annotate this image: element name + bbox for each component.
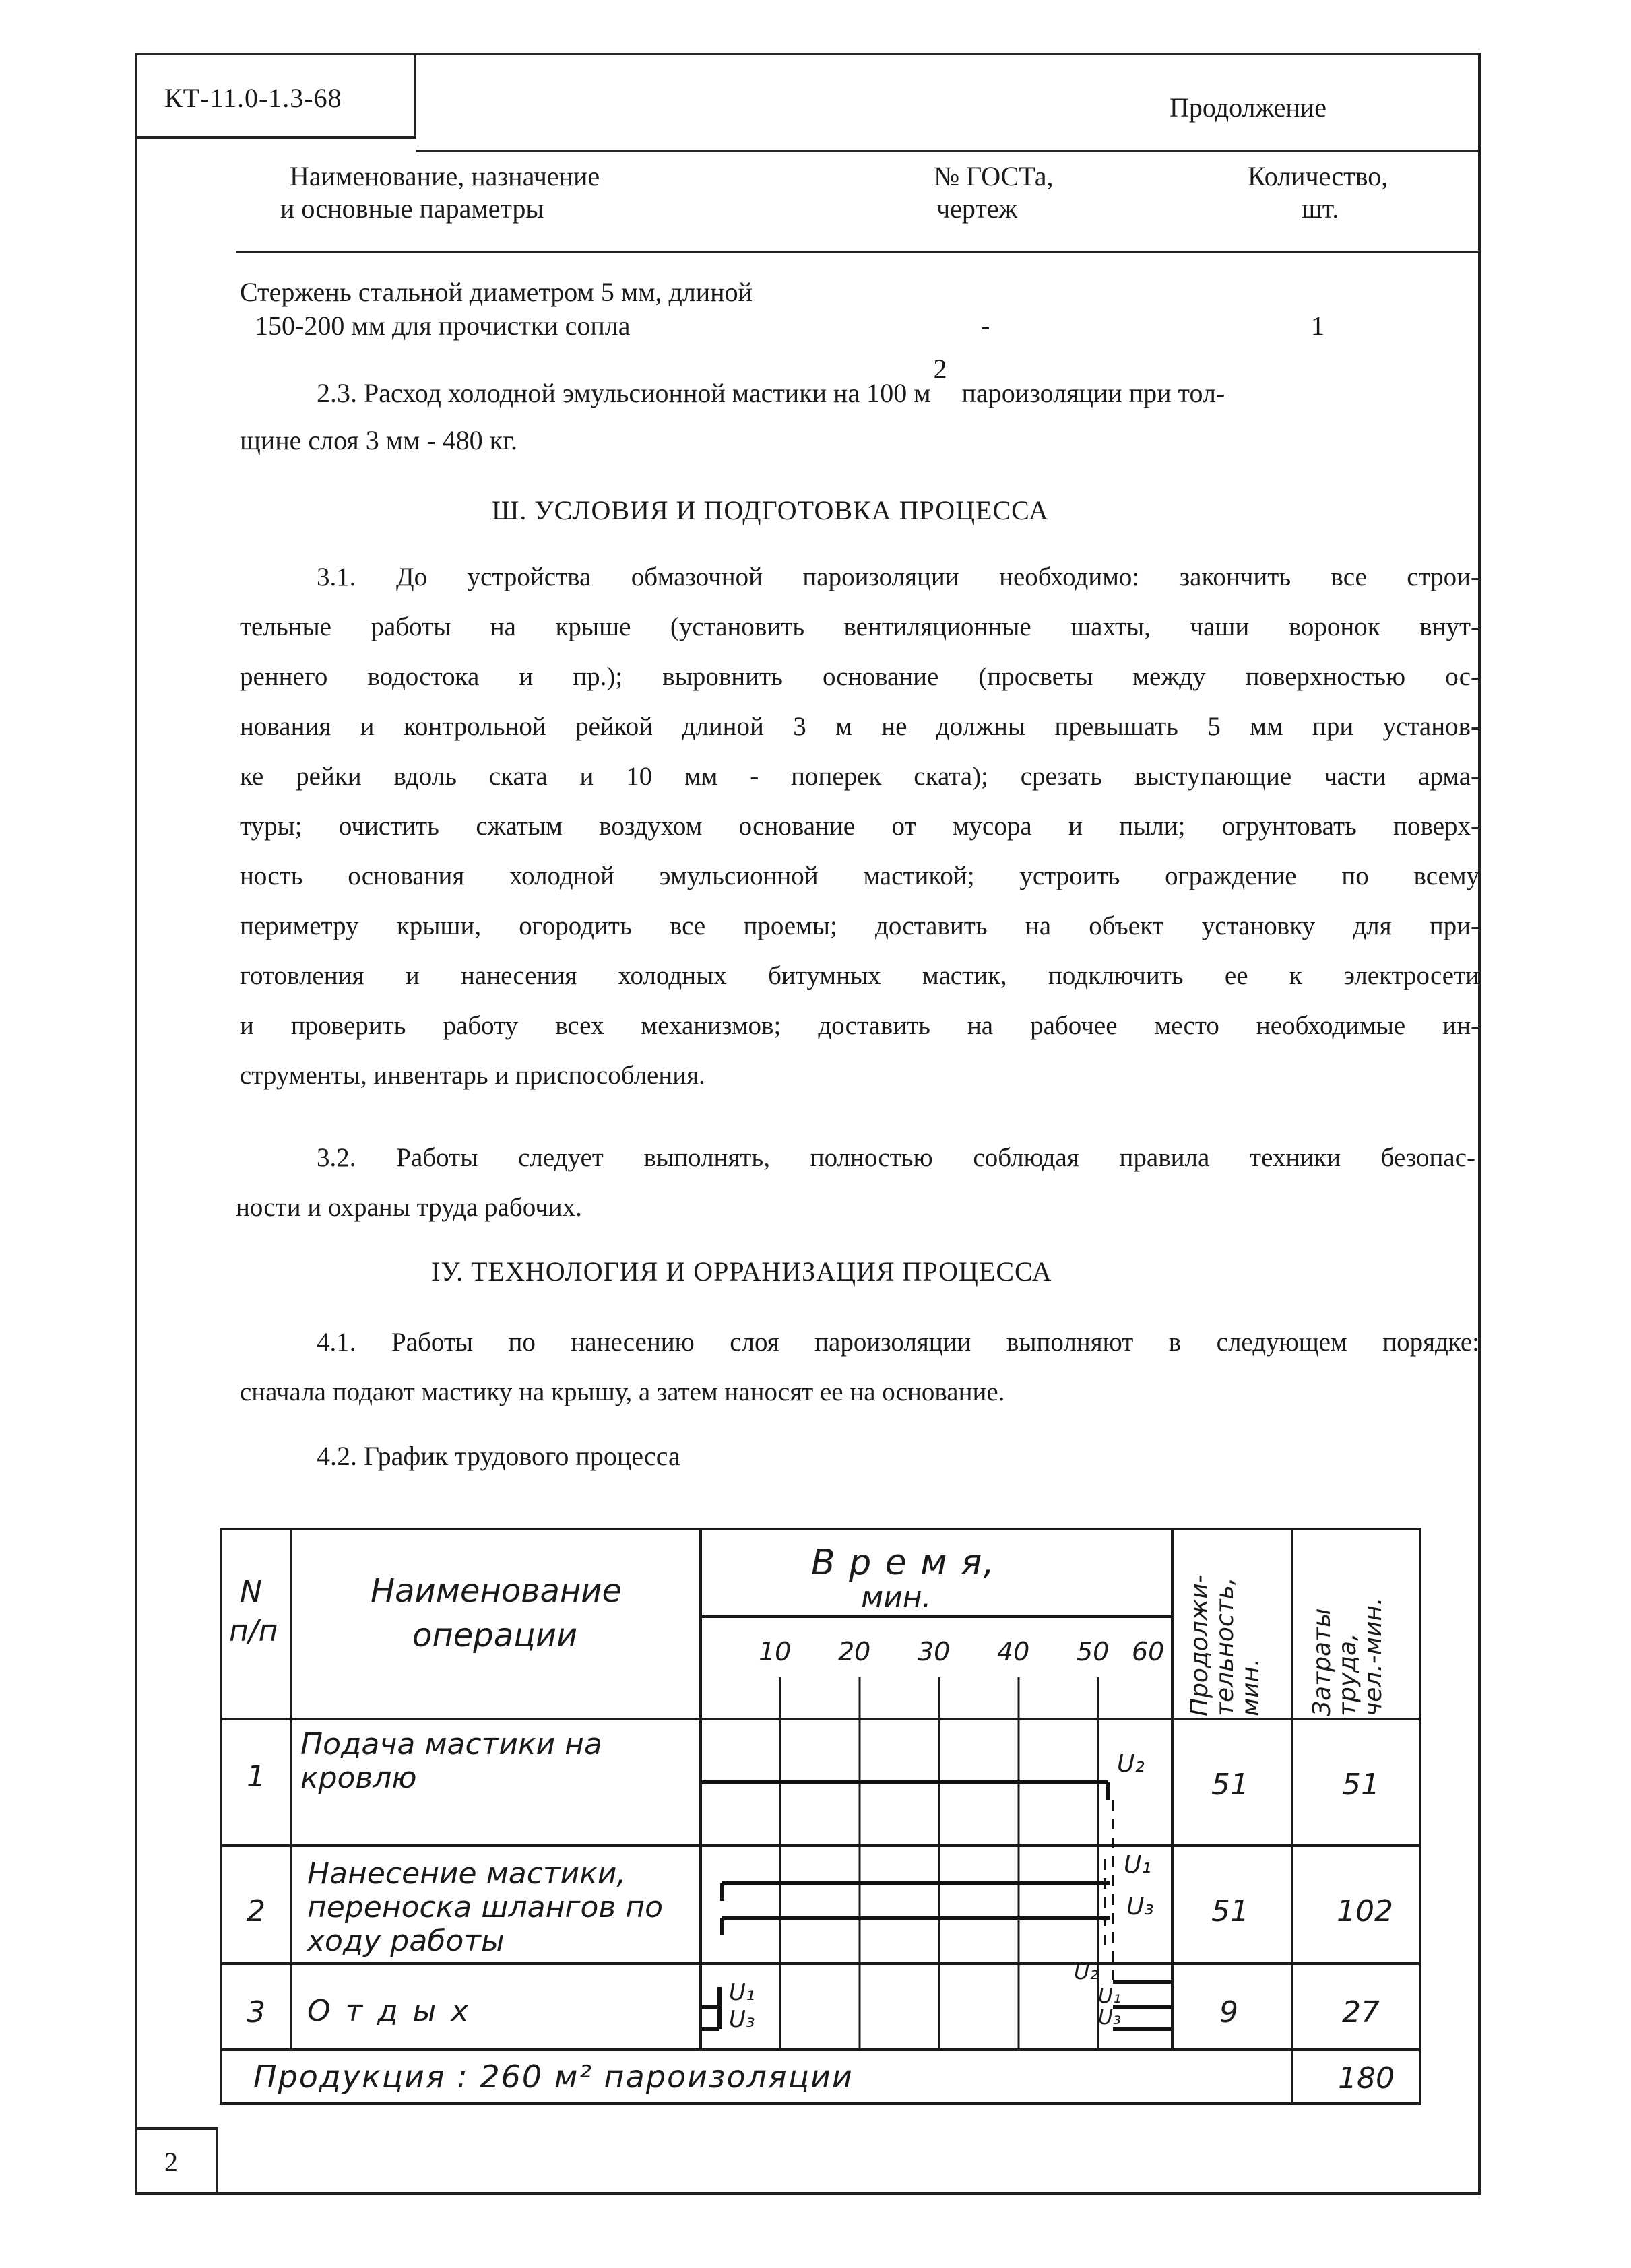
row1-op-l1: Подача мастики на	[300, 1727, 602, 1761]
p31-line: нования и контрольной рейкой длиной 3 м не должны превышать 5 мм при установ-	[240, 712, 1479, 741]
section4-title: ІУ. ТЕХНОЛОГИЯ И ОРРАНИЗАЦИЯ ПРОЦЕССА	[431, 1256, 1052, 1287]
worker-label-u1: U₁	[1098, 1984, 1121, 2008]
worker-label-u1: U₁	[729, 1979, 755, 2006]
gantt-connectors	[1105, 1800, 1113, 1987]
row1-labor: 51	[1342, 1768, 1380, 1802]
tick-label: 10	[759, 1637, 792, 1666]
col-time-l2: мин.	[861, 1580, 932, 1615]
equipment-row-l2: 150-200 мм для прочистки сопла	[255, 311, 631, 341]
row2-labor: 102	[1337, 1894, 1393, 1929]
col-gost-header-l1: № ГОСТа,	[934, 161, 1054, 191]
col-name-header-l1: Наименование, назначение	[290, 161, 600, 191]
worker-label-u3: U₃	[729, 2006, 755, 2033]
p31-line: 3.1. До устройства обмазочной пароизоляции необходимо: закончить все строи-	[317, 562, 1479, 591]
col-num-l2: п/п	[229, 1614, 278, 1648]
row2-op-l3: ходу работы	[307, 1924, 505, 1958]
row3-op-l1: О т д ы х	[307, 1994, 472, 2028]
row2-num: 2	[247, 1894, 265, 1929]
p41-line: 4.1. Работы по нанесению слоя пароизоляции выполняют в следующем порядке:	[317, 1328, 1479, 1357]
row3-num: 3	[247, 1995, 265, 2030]
p31-line: ность основания холодной эмульсионной мастикой; устроить ограждение по всему	[240, 862, 1479, 890]
row1-op-l2: кровлю	[300, 1761, 417, 1795]
document-code: КТ-11.0-1.3-68	[164, 83, 342, 113]
p31-line: туры; очистить сжатым воздухом основание от мусора и пыли; огрунтовать поверх-	[240, 812, 1479, 841]
p31-line: готовления и нанесения холодных битумных мастик, подключить ее к электросети	[240, 961, 1479, 990]
row1-duration: 51	[1211, 1768, 1249, 1802]
equipment-row-l1: Стержень стальной диаметром 5 мм, длиной	[240, 277, 753, 307]
row1-num: 1	[247, 1759, 265, 1794]
row3-labor: 27	[1342, 1995, 1380, 2030]
col-qty-header-l1: Количество,	[1248, 161, 1388, 191]
production-total: 180	[1338, 2061, 1395, 2096]
tick-label: 30	[918, 1637, 951, 1666]
paragraph-4-2: 4.2. График трудового процесса	[317, 1441, 680, 1471]
row2-duration: 51	[1211, 1894, 1249, 1929]
worker-label-u3: U₃	[1098, 2006, 1121, 2030]
p32-line: ности и охраны труда рабочих.	[236, 1193, 582, 1222]
row2-op-l1: Нанесение мастики,	[307, 1856, 627, 1891]
tick-label: 20	[838, 1637, 871, 1666]
p32-line: 3.2. Работы следует выполнять, полностью соблюдая правила техники безопас-	[317, 1143, 1475, 1172]
p23-text-a: 2.3. Расход холодной эмульсионной мастики на 100 м	[317, 378, 931, 408]
worker-label-u2: U₂	[1117, 1750, 1145, 1778]
continuation-label: Продолжение	[1170, 92, 1326, 123]
equipment-row-gost: -	[981, 311, 990, 341]
p31-line: струменты, инвентарь и приспособления.	[240, 1061, 705, 1090]
p23-superscript: 2	[933, 354, 947, 384]
col-duration-header: Продолжи- тельность, мин.	[1186, 1574, 1265, 1716]
p23-text-b: пароизоляции при тол-	[961, 378, 1225, 408]
col-time-l1: В р е м я,	[811, 1543, 996, 1583]
p31-line: ке рейки вдоль ската и 10 мм - поперек ската); срезать выступающие части арма-	[240, 762, 1479, 791]
p31-line: и проверить работу всех механизмов; доставить на рабочее место необходимые ин-	[240, 1011, 1479, 1040]
col-num-l1: N	[240, 1575, 262, 1609]
section3-title: Ш. УСЛОВИЯ И ПОДГОТОВКА ПРОЦЕССА	[492, 495, 1049, 525]
row2-op-l2: переноска шлангов по	[307, 1890, 663, 1924]
col-op-l2: операции	[412, 1617, 578, 1654]
tick-label: 50	[1077, 1637, 1110, 1666]
p41-line: сначала подают мастику на крышу, а затем наносят ее на основание.	[240, 1378, 1005, 1406]
worker-label-u2: U₂	[1074, 1959, 1099, 1984]
p31-line: реннего водостока и пр.); выровнить основание (просветы между поверхностью ос-	[240, 662, 1479, 691]
p31-line: периметру крыши, огородить все проемы; доставить на объект установку для при-	[240, 911, 1479, 940]
worker-label-u3: U₃	[1126, 1893, 1154, 1920]
row3-duration: 9	[1219, 1995, 1238, 2030]
col-gost-header-l2: чертеж	[936, 193, 1018, 224]
col-op-l1: Наименование	[371, 1572, 622, 1610]
col-name-header-l2: и основные параметры	[280, 193, 544, 224]
col-labor-header: Затраты труда, чел.-мин.	[1308, 1597, 1387, 1716]
time-gridlines	[780, 1677, 1098, 2050]
tick-label: 40	[997, 1637, 1030, 1666]
tick-label: 60	[1132, 1637, 1165, 1666]
worker-label-u1: U₁	[1124, 1851, 1151, 1879]
page-number: 2	[164, 2147, 178, 2177]
production-label: Продукция : 260 м² пароизоляции	[253, 2059, 854, 2095]
equipment-row-qty: 1	[1311, 311, 1324, 341]
col-qty-header-l2: шт.	[1302, 193, 1339, 224]
p23-line2: щине слоя 3 мм - 480 кг.	[240, 425, 517, 455]
p31-line: тельные работы на крыше (установить вентиляционные шахты, чаши воронок внут-	[240, 612, 1479, 641]
